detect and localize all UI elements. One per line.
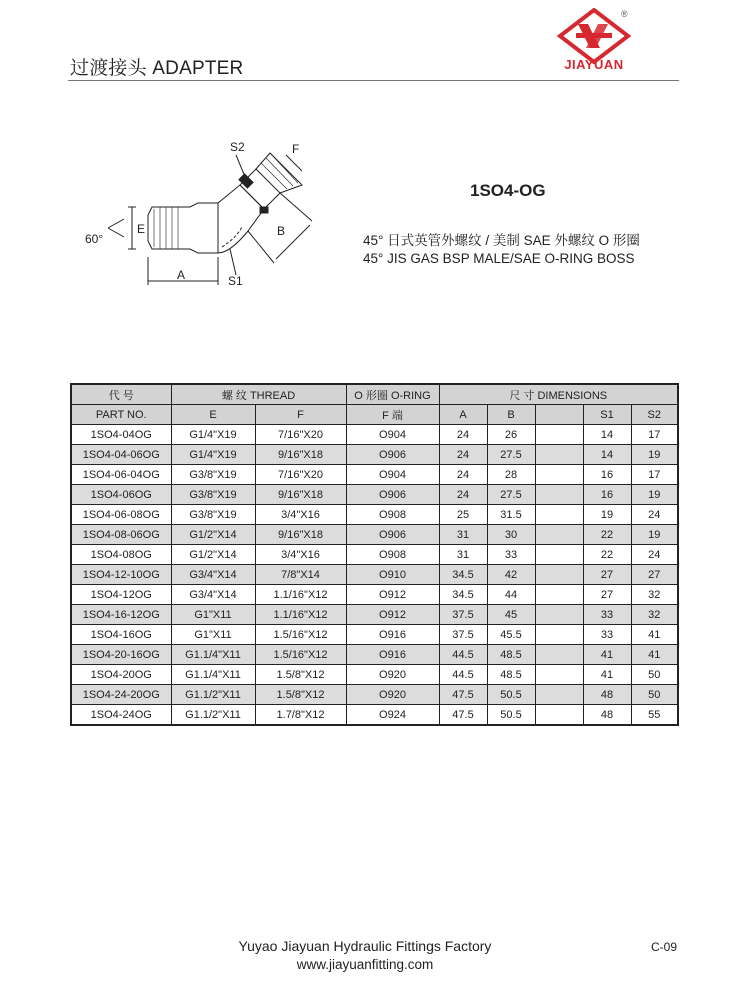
- table-cell: O916: [346, 645, 439, 665]
- header-f: F: [255, 405, 346, 425]
- table-cell: 9/16"X18: [255, 525, 346, 545]
- table-cell: 16: [583, 465, 631, 485]
- table-cell: 28: [487, 465, 535, 485]
- table-cell: 24: [439, 445, 487, 465]
- table-cell: [535, 605, 583, 625]
- table-cell: O910: [346, 565, 439, 585]
- table-cell: 17: [631, 425, 678, 445]
- table-cell: 1SO4-04OG: [71, 425, 171, 445]
- table-cell: G3/4"X14: [171, 585, 255, 605]
- header-blank: [535, 405, 583, 425]
- table-cell: 42: [487, 565, 535, 585]
- table-cell: 14: [583, 445, 631, 465]
- header-dimensions: 尺 寸 DIMENSIONS: [439, 384, 678, 405]
- table-cell: 34.5: [439, 585, 487, 605]
- table-cell: G1"X11: [171, 625, 255, 645]
- table-cell: 19: [583, 505, 631, 525]
- product-description-en: 45° JIS GAS BSP MALE/SAE O-RING BOSS: [363, 251, 635, 266]
- table-cell: G3/8"X19: [171, 505, 255, 525]
- header-e: E: [171, 405, 255, 425]
- table-cell: 48: [583, 705, 631, 726]
- table-cell: 50.5: [487, 685, 535, 705]
- table-cell: 44: [487, 585, 535, 605]
- footer-url: www.jiayuanfitting.com: [296, 957, 434, 972]
- table-cell: 33: [583, 605, 631, 625]
- table-cell: [535, 525, 583, 545]
- table-cell: 22: [583, 525, 631, 545]
- table-cell: 37.5: [439, 625, 487, 645]
- table-row: [71, 685, 678, 705]
- table-cell: 27: [583, 585, 631, 605]
- table-cell: 9/16"X18: [255, 445, 346, 465]
- table-cell: [535, 485, 583, 505]
- table-cell: 30: [487, 525, 535, 545]
- product-code: 1SO4-OG: [470, 181, 546, 200]
- table-cell: 1SO4-24-20OG: [71, 685, 171, 705]
- page-title: 过渡接头 ADAPTER: [70, 58, 244, 79]
- table-cell: 47.5: [439, 705, 487, 726]
- table-cell: 19: [631, 485, 678, 505]
- table-cell: G3/8"X19: [171, 465, 255, 485]
- table-cell: [535, 565, 583, 585]
- table-cell: [535, 585, 583, 605]
- table-cell: 44.5: [439, 645, 487, 665]
- table-cell: 1SO4-20-16OG: [71, 645, 171, 665]
- table-cell: 7/16"X20: [255, 465, 346, 485]
- table-cell: G1/4"X19: [171, 445, 255, 465]
- page-number: C-09: [651, 940, 678, 954]
- table-cell: 1SO4-04-06OG: [71, 445, 171, 465]
- table-cell: 1SO4-12OG: [71, 585, 171, 605]
- header-divider: [68, 80, 679, 81]
- label-f: F: [292, 142, 300, 156]
- table-cell: 1SO4-06OG: [71, 485, 171, 505]
- table-cell: [535, 545, 583, 565]
- table-cell: 1.5/8"X12: [255, 685, 346, 705]
- fitting-drawing: [80, 135, 320, 290]
- table-row: [71, 465, 678, 485]
- table-cell: O912: [346, 585, 439, 605]
- table-cell: [535, 705, 583, 726]
- table-cell: [535, 645, 583, 665]
- table-cell: 41: [583, 665, 631, 685]
- table-cell: 1SO4-06-08OG: [71, 505, 171, 525]
- header-a: A: [439, 405, 487, 425]
- table-cell: 34.5: [439, 565, 487, 585]
- table-cell: 24: [631, 505, 678, 525]
- table-row: [71, 445, 678, 465]
- table-cell: 3/4"X16: [255, 545, 346, 565]
- table-cell: 48.5: [487, 665, 535, 685]
- label-s2: S2: [230, 140, 245, 154]
- table-cell: 48.5: [487, 645, 535, 665]
- table-row: [71, 525, 678, 545]
- table-row: [71, 665, 678, 685]
- header-thread: 螺 纹 THREAD: [171, 384, 346, 405]
- table-cell: 27.5: [487, 445, 535, 465]
- table-cell: 19: [631, 525, 678, 545]
- table-cell: 31: [439, 525, 487, 545]
- table-cell: 1.1/16"X12: [255, 585, 346, 605]
- table-cell: 50.5: [487, 705, 535, 726]
- header-part: 代 号: [71, 384, 171, 405]
- table-cell: 27.5: [487, 485, 535, 505]
- table-cell: O906: [346, 485, 439, 505]
- table-cell: G1.1/4"X11: [171, 645, 255, 665]
- header-s1: S1: [583, 405, 631, 425]
- table-cell: 24: [439, 425, 487, 445]
- header-b: B: [487, 405, 535, 425]
- table-cell: 24: [631, 545, 678, 565]
- table-cell: 1SO4-08OG: [71, 545, 171, 565]
- table-cell: [535, 465, 583, 485]
- table-cell: O904: [346, 465, 439, 485]
- product-description-cn: 45° 日式英管外螺纹 / 美制 SAE 外螺纹 O 形圈: [363, 233, 640, 248]
- table-cell: O908: [346, 505, 439, 525]
- table-cell: [535, 665, 583, 685]
- table-row: [71, 705, 678, 726]
- table-row: [71, 565, 678, 585]
- table-cell: 1.5/16"X12: [255, 625, 346, 645]
- table-cell: 50: [631, 685, 678, 705]
- table-cell: G3/8"X19: [171, 485, 255, 505]
- footer-company: Yuyao Jiayuan Hydraulic Fittings Factory: [238, 938, 492, 954]
- spec-table-body: [71, 425, 678, 726]
- table-cell: G1/2"X14: [171, 545, 255, 565]
- table-cell: O904: [346, 425, 439, 445]
- table-cell: O920: [346, 685, 439, 705]
- table-cell: 1.5/16"X12: [255, 645, 346, 665]
- table-cell: 14: [583, 425, 631, 445]
- table-cell: 45.5: [487, 625, 535, 645]
- table-cell: 1SO4-16OG: [71, 625, 171, 645]
- table-cell: O924: [346, 705, 439, 726]
- table-cell: 7/16"X20: [255, 425, 346, 445]
- table-cell: 1SO4-12-10OG: [71, 565, 171, 585]
- table-cell: 17: [631, 465, 678, 485]
- table-cell: 1SO4-08-06OG: [71, 525, 171, 545]
- header-s2: S2: [631, 405, 678, 425]
- table-cell: 37.5: [439, 605, 487, 625]
- spec-table: [70, 383, 679, 726]
- table-cell: G1"X11: [171, 605, 255, 625]
- table-cell: 50: [631, 665, 678, 685]
- table-row: [71, 505, 678, 525]
- table-cell: 3/4"X16: [255, 505, 346, 525]
- header-part-no: PART NO.: [71, 405, 171, 425]
- table-cell: 19: [631, 445, 678, 465]
- table-row: [71, 625, 678, 645]
- header-f-end: F 端: [346, 405, 439, 425]
- table-cell: O920: [346, 665, 439, 685]
- table-cell: 55: [631, 705, 678, 726]
- table-cell: [535, 505, 583, 525]
- table-row: [71, 425, 678, 445]
- table-cell: [535, 685, 583, 705]
- table-cell: 24: [439, 465, 487, 485]
- table-cell: 9/16"X18: [255, 485, 346, 505]
- table-cell: 27: [583, 565, 631, 585]
- label-angle: 60°: [85, 232, 104, 246]
- table-cell: 1SO4-24OG: [71, 705, 171, 726]
- table-cell: O906: [346, 445, 439, 465]
- registered-mark: ®: [621, 9, 628, 19]
- table-row: [71, 645, 678, 665]
- table-cell: [535, 445, 583, 465]
- table-row: [71, 545, 678, 565]
- table-cell: 41: [631, 625, 678, 645]
- table-cell: 1SO4-06-04OG: [71, 465, 171, 485]
- table-cell: 48: [583, 685, 631, 705]
- table-cell: O912: [346, 605, 439, 625]
- table-cell: G1/4"X19: [171, 425, 255, 445]
- table-cell: 1SO4-16-12OG: [71, 605, 171, 625]
- table-cell: 32: [631, 605, 678, 625]
- label-s1: S1: [228, 274, 243, 288]
- logo-text: JIAYUAN: [564, 57, 624, 72]
- label-e: E: [137, 222, 146, 236]
- table-cell: 41: [631, 645, 678, 665]
- table-cell: G1.1/4"X11: [171, 665, 255, 685]
- table-row: [71, 585, 678, 605]
- table-cell: 22: [583, 545, 631, 565]
- table-cell: 27: [631, 565, 678, 585]
- table-cell: 41: [583, 645, 631, 665]
- table-cell: 33: [583, 625, 631, 645]
- table-cell: 45: [487, 605, 535, 625]
- table-row: [71, 485, 678, 505]
- table-cell: [535, 625, 583, 645]
- table-cell: 26: [487, 425, 535, 445]
- table-cell: 32: [631, 585, 678, 605]
- table-cell: 16: [583, 485, 631, 505]
- table-cell: O916: [346, 625, 439, 645]
- table-row: [71, 605, 678, 625]
- table-cell: 1.7/8"X12: [255, 705, 346, 726]
- table-cell: 1.1/16"X12: [255, 605, 346, 625]
- table-cell: G1.1/2"X11: [171, 705, 255, 726]
- table-cell: 33: [487, 545, 535, 565]
- label-b: B: [277, 224, 286, 238]
- table-cell: 31.5: [487, 505, 535, 525]
- table-cell: G3/4"X14: [171, 565, 255, 585]
- table-cell: 1.5/8"X12: [255, 665, 346, 685]
- table-cell: O908: [346, 545, 439, 565]
- label-a: A: [177, 268, 186, 282]
- table-cell: 31: [439, 545, 487, 565]
- table-cell: 47.5: [439, 685, 487, 705]
- table-cell: G1.1/2"X11: [171, 685, 255, 705]
- table-cell: G1/2"X14: [171, 525, 255, 545]
- table-cell: O906: [346, 525, 439, 545]
- table-cell: [535, 425, 583, 445]
- table-cell: 44.5: [439, 665, 487, 685]
- header-oring: O 形圈 O-RING: [346, 384, 439, 405]
- table-cell: 25: [439, 505, 487, 525]
- table-cell: 1SO4-20OG: [71, 665, 171, 685]
- table-cell: 7/8"X14: [255, 565, 346, 585]
- table-cell: 24: [439, 485, 487, 505]
